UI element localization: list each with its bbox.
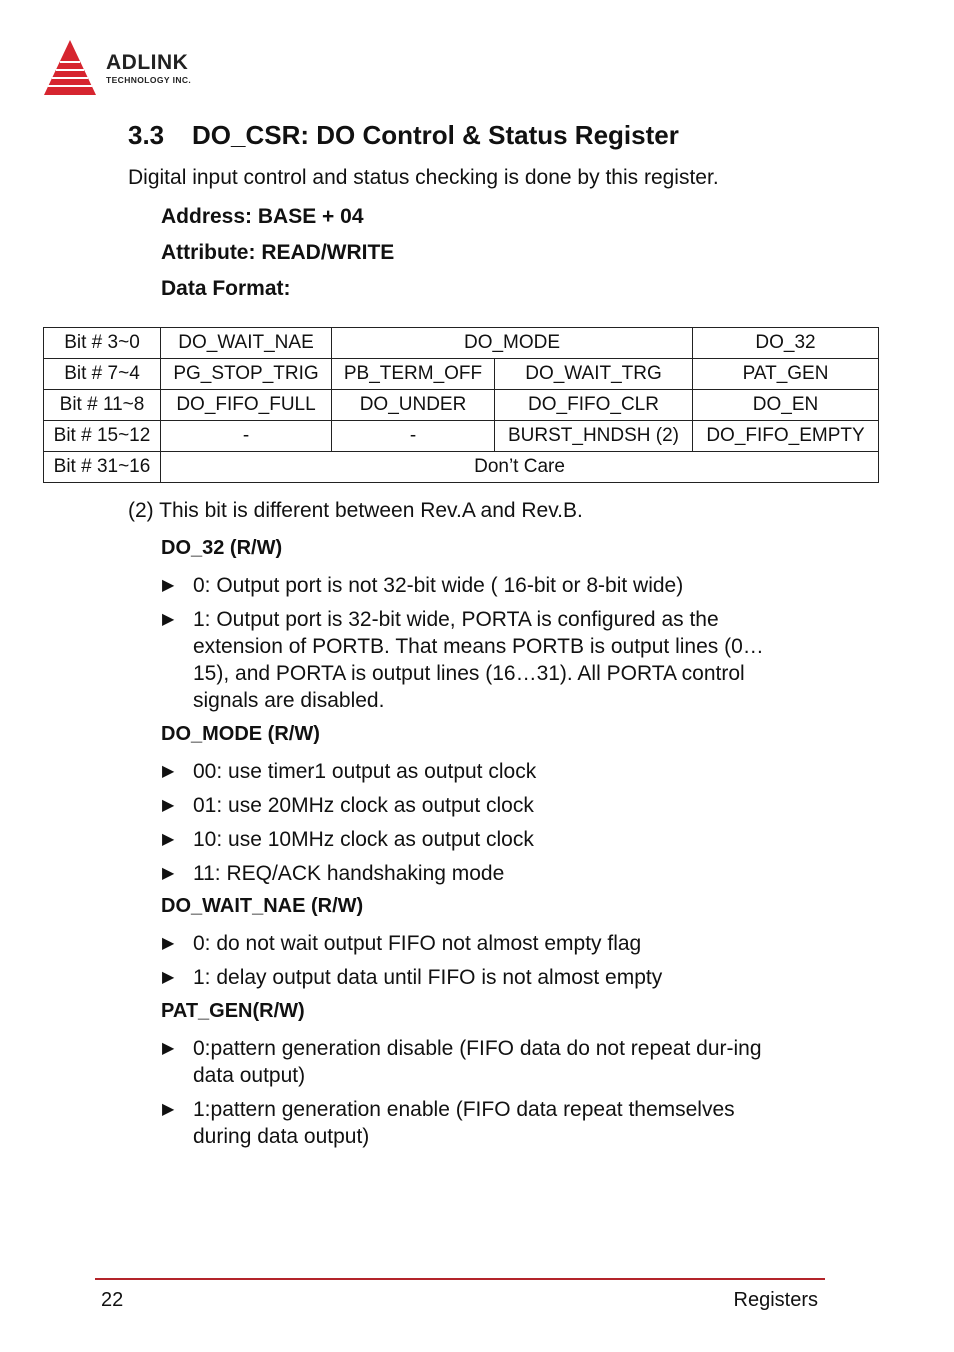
table-cell: DO_EN [693, 390, 879, 421]
table-footnote: (2) This bit is different between Rev.A and Rev.B. [128, 499, 583, 522]
logo-wordmark: ADLINK [106, 51, 189, 74]
list-item-text: 01: use 20MHz clock as output clock [193, 794, 534, 817]
bullet-arrow-icon: ▶ [162, 935, 175, 952]
field-title-do-mode: DO_MODE (R/W) [161, 723, 320, 745]
footer-section-name: Registers [733, 1289, 818, 1311]
table-cell: PG_STOP_TRIG [161, 359, 332, 390]
bullet-arrow-icon: ▶ [162, 763, 175, 780]
bullet-arrow-icon: ▶ [162, 611, 175, 628]
register-table [43, 327, 879, 483]
table-cell: DO_FIFO_FULL [161, 390, 332, 421]
field-title-do-32: DO_32 (R/W) [161, 537, 283, 559]
table-cell: DO_FIFO_EMPTY [693, 421, 879, 452]
field-title-do-wait-nae: DO_WAIT_NAE (R/W) [161, 895, 364, 917]
table-cell: BURST_HNDSH (2) [495, 421, 693, 452]
table-row [44, 390, 879, 421]
table-cell: PAT_GEN [693, 359, 879, 390]
table-cell: DO_MODE [332, 328, 693, 359]
data-format-label: Data Format: [161, 277, 291, 300]
intro-text: Digital input control and status checking is done by this register. [128, 166, 719, 189]
table-cell: DO_UNDER [332, 390, 495, 421]
list-item-text: 0:pattern generation disable (FIFO data do not repeat dur-ing data output) [193, 1037, 762, 1087]
bit-range-cell: Bit # 3~0 [44, 328, 161, 359]
bullet-arrow-icon: ▶ [162, 1101, 175, 1118]
list-item-text: 10: use 10MHz clock as output clock [193, 828, 534, 851]
list-item-text: 11: REQ/ACK handshaking mode [193, 862, 505, 885]
table-cell: DO_32 [693, 328, 879, 359]
footer-rule [95, 1278, 825, 1280]
bullet-arrow-icon: ▶ [162, 797, 175, 814]
bit-range-cell: Bit # 11~8 [44, 390, 161, 421]
table-cell: - [161, 421, 332, 452]
field-title-pat-gen: PAT_GEN(R/W) [161, 1000, 305, 1022]
bullet-arrow-icon: ▶ [162, 577, 175, 594]
page-number: 22 [101, 1289, 124, 1311]
table-cell: - [332, 421, 495, 452]
table-cell: PB_TERM_OFF [332, 359, 495, 390]
logo-subtitle: TECHNOLOGY INC. [106, 75, 192, 85]
bit-range-cell: Bit # 7~4 [44, 359, 161, 390]
bullet-arrow-icon: ▶ [162, 865, 175, 882]
bullet-arrow-icon: ▶ [162, 831, 175, 848]
table-cell: Don’t Care [161, 452, 879, 483]
list-item-text: 1: Output port is 32-bit wide, PORTA is configured as the extension of PORTB. That means PORTB is output lines (0…15), and PORTA is output lines (16…31). All PORTA control signals are disabled. [193, 608, 764, 712]
list-item-text: 00: use timer1 output as output clock [193, 760, 537, 783]
table-cell: DO_FIFO_CLR [495, 390, 693, 421]
list-item-text: 1:pattern generation enable (FIFO data repeat themselves during data output) [193, 1098, 735, 1148]
table-row [44, 328, 879, 359]
attribute-line: Attribute: READ/WRITE [161, 241, 395, 264]
bullet-arrow-icon: ▶ [162, 1040, 175, 1057]
logo-triangle-icon [42, 38, 102, 98]
section-title: DO_CSR: DO Control & Status Register [192, 120, 679, 150]
section-number: 3.3 [128, 120, 165, 150]
bullet-arrow-icon: ▶ [162, 969, 175, 986]
adlink-logo [42, 38, 242, 100]
section-heading [128, 120, 679, 151]
list-item-text: 0: do not wait output FIFO not almost empty flag [193, 932, 642, 955]
table-cell: DO_WAIT_TRG [495, 359, 693, 390]
table-cell: DO_WAIT_NAE [161, 328, 332, 359]
list-item-text: 1: delay output data until FIFO is not almost empty [193, 966, 663, 989]
table-row [44, 452, 879, 483]
bit-range-cell: Bit # 15~12 [44, 421, 161, 452]
bit-range-cell: Bit # 31~16 [44, 452, 161, 483]
list-item-text: 0: Output port is not 32-bit wide ( 16-bit or 8-bit wide) [193, 574, 684, 597]
table-row [44, 359, 879, 390]
address-line: Address: BASE + 04 [161, 205, 364, 228]
table-row [44, 421, 879, 452]
